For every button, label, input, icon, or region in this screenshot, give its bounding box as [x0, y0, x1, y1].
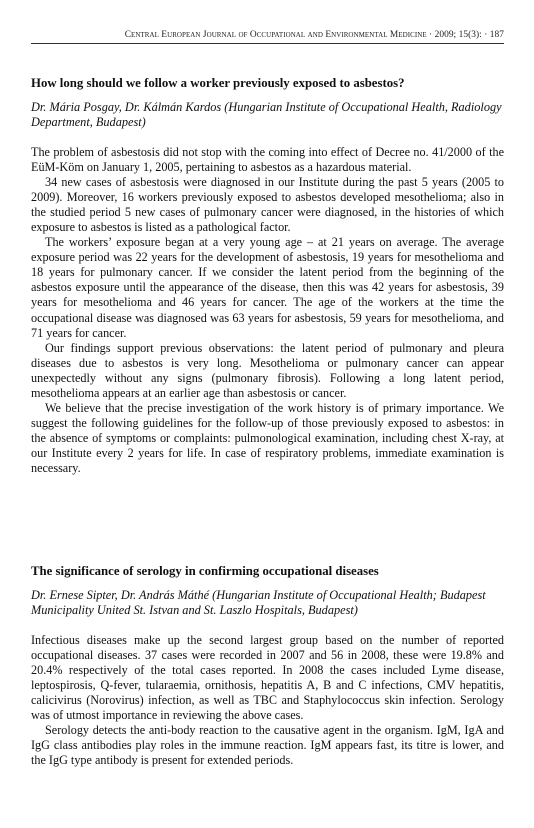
- article-serology: [31, 564, 504, 768]
- article-body: [31, 145, 504, 476]
- paragraph: Infectious diseases make up the second largest group based on the number of reported occupational diseases. 37 cases were recorded in 2007 and 56 in 2008, these were 19.8% and 20.4% respectively of the total cases reported. In 2008 the cases included Lyme disease, leptospirosis, Q-fever, tularaemia, ornithosis, hepatitis A, B and C infections, CMV hepatitis, calicivirus (Norovirus) infection, as well as TBC and Staphylococcus skin infection. Serology was of utmost importance in reviewing the above cases.: [31, 633, 504, 723]
- article-authors: Dr. Ernese Sipter, Dr. András Máthé (Hungarian Institute of Occupational Health; Budapest Municipality United St. Istvan and St. Laszlo Hospitals, Budapest): [31, 588, 486, 617]
- header-rule: [31, 43, 504, 44]
- paragraph: We believe that the precise investigation of the work history is of primary importance. We suggest the following guidelines for the follow-up of those previously exposed to asbestos: in the absence of symptoms or complaints: pulmonological examination, including chest X-ray, at our Institute every 2 years for life. In case of respiratory problems, immediate examination is necessary.: [31, 400, 504, 475]
- paragraph: The workers’ exposure began at a very young age – at 21 years on average. The average exposure period was 22 years for the development of asbestosis, 19 years for mesothelioma and 18 years for pulmonary cancer. If we consider the latent period from the beginning of the asbestos exposure until the appearance of the disease, then this was 42 years for asbestosis, 39 years for mesothelioma and 46 years for cancer. The age of the workers at the time the occupational disease was diagnosed was 63 years for asbestosis, 59 years for mesothelioma, and 71 years for cancer.: [31, 235, 504, 340]
- running-header: Central European Journal of Occupational and Environmental Medicine · 2009; 15(3): · 187: [124, 30, 504, 40]
- paragraph: Serology detects the anti-body reaction to the causative agent in the organism. IgM, IgA and IgG class antibodies play roles in the immune reaction. IgM appears fast, its titre is lower, and the IgG type antibody is present for extended periods.: [31, 723, 504, 768]
- paragraph: Our findings support previous observations: the latent period of pulmonary and pleura diseases due to asbestos is very long. Mesothelioma or pulmonary cancer can appear unexpectedly without any signs (pulmonary fibrosis). Following a long latent period, mesothelioma appears at an earlier age than asbestosis or cancer.: [31, 340, 504, 400]
- paragraph: 34 new cases of asbestosis were diagnosed in our Institute during the past 5 years (2005 to 2009). Moreover, 16 workers previously exposed to asbestos developed mesothelioma; also in the studied period 5 new cases of pulmonary cancer were diagnosed, in the histories of which exposure to asbestos is listed as a pathological factor.: [31, 175, 504, 235]
- paragraph: The problem of asbestosis did not stop with the coming into effect of Decree no. 41/2000 of the EüM-Köm on January 1, 2005, pertaining to asbestos as a hazardous material.: [31, 145, 504, 175]
- article-title: The significance of serology in confirming occupational diseases: [31, 564, 379, 578]
- article-title: How long should we follow a worker previously exposed to asbestos?: [31, 76, 405, 90]
- article-asbestos: [31, 76, 504, 476]
- article-authors: Dr. Mária Posgay, Dr. Kálmán Kardos (Hungarian Institute of Occupational Health, Radiology Department, Budapest): [31, 100, 502, 129]
- article-body: [31, 633, 504, 768]
